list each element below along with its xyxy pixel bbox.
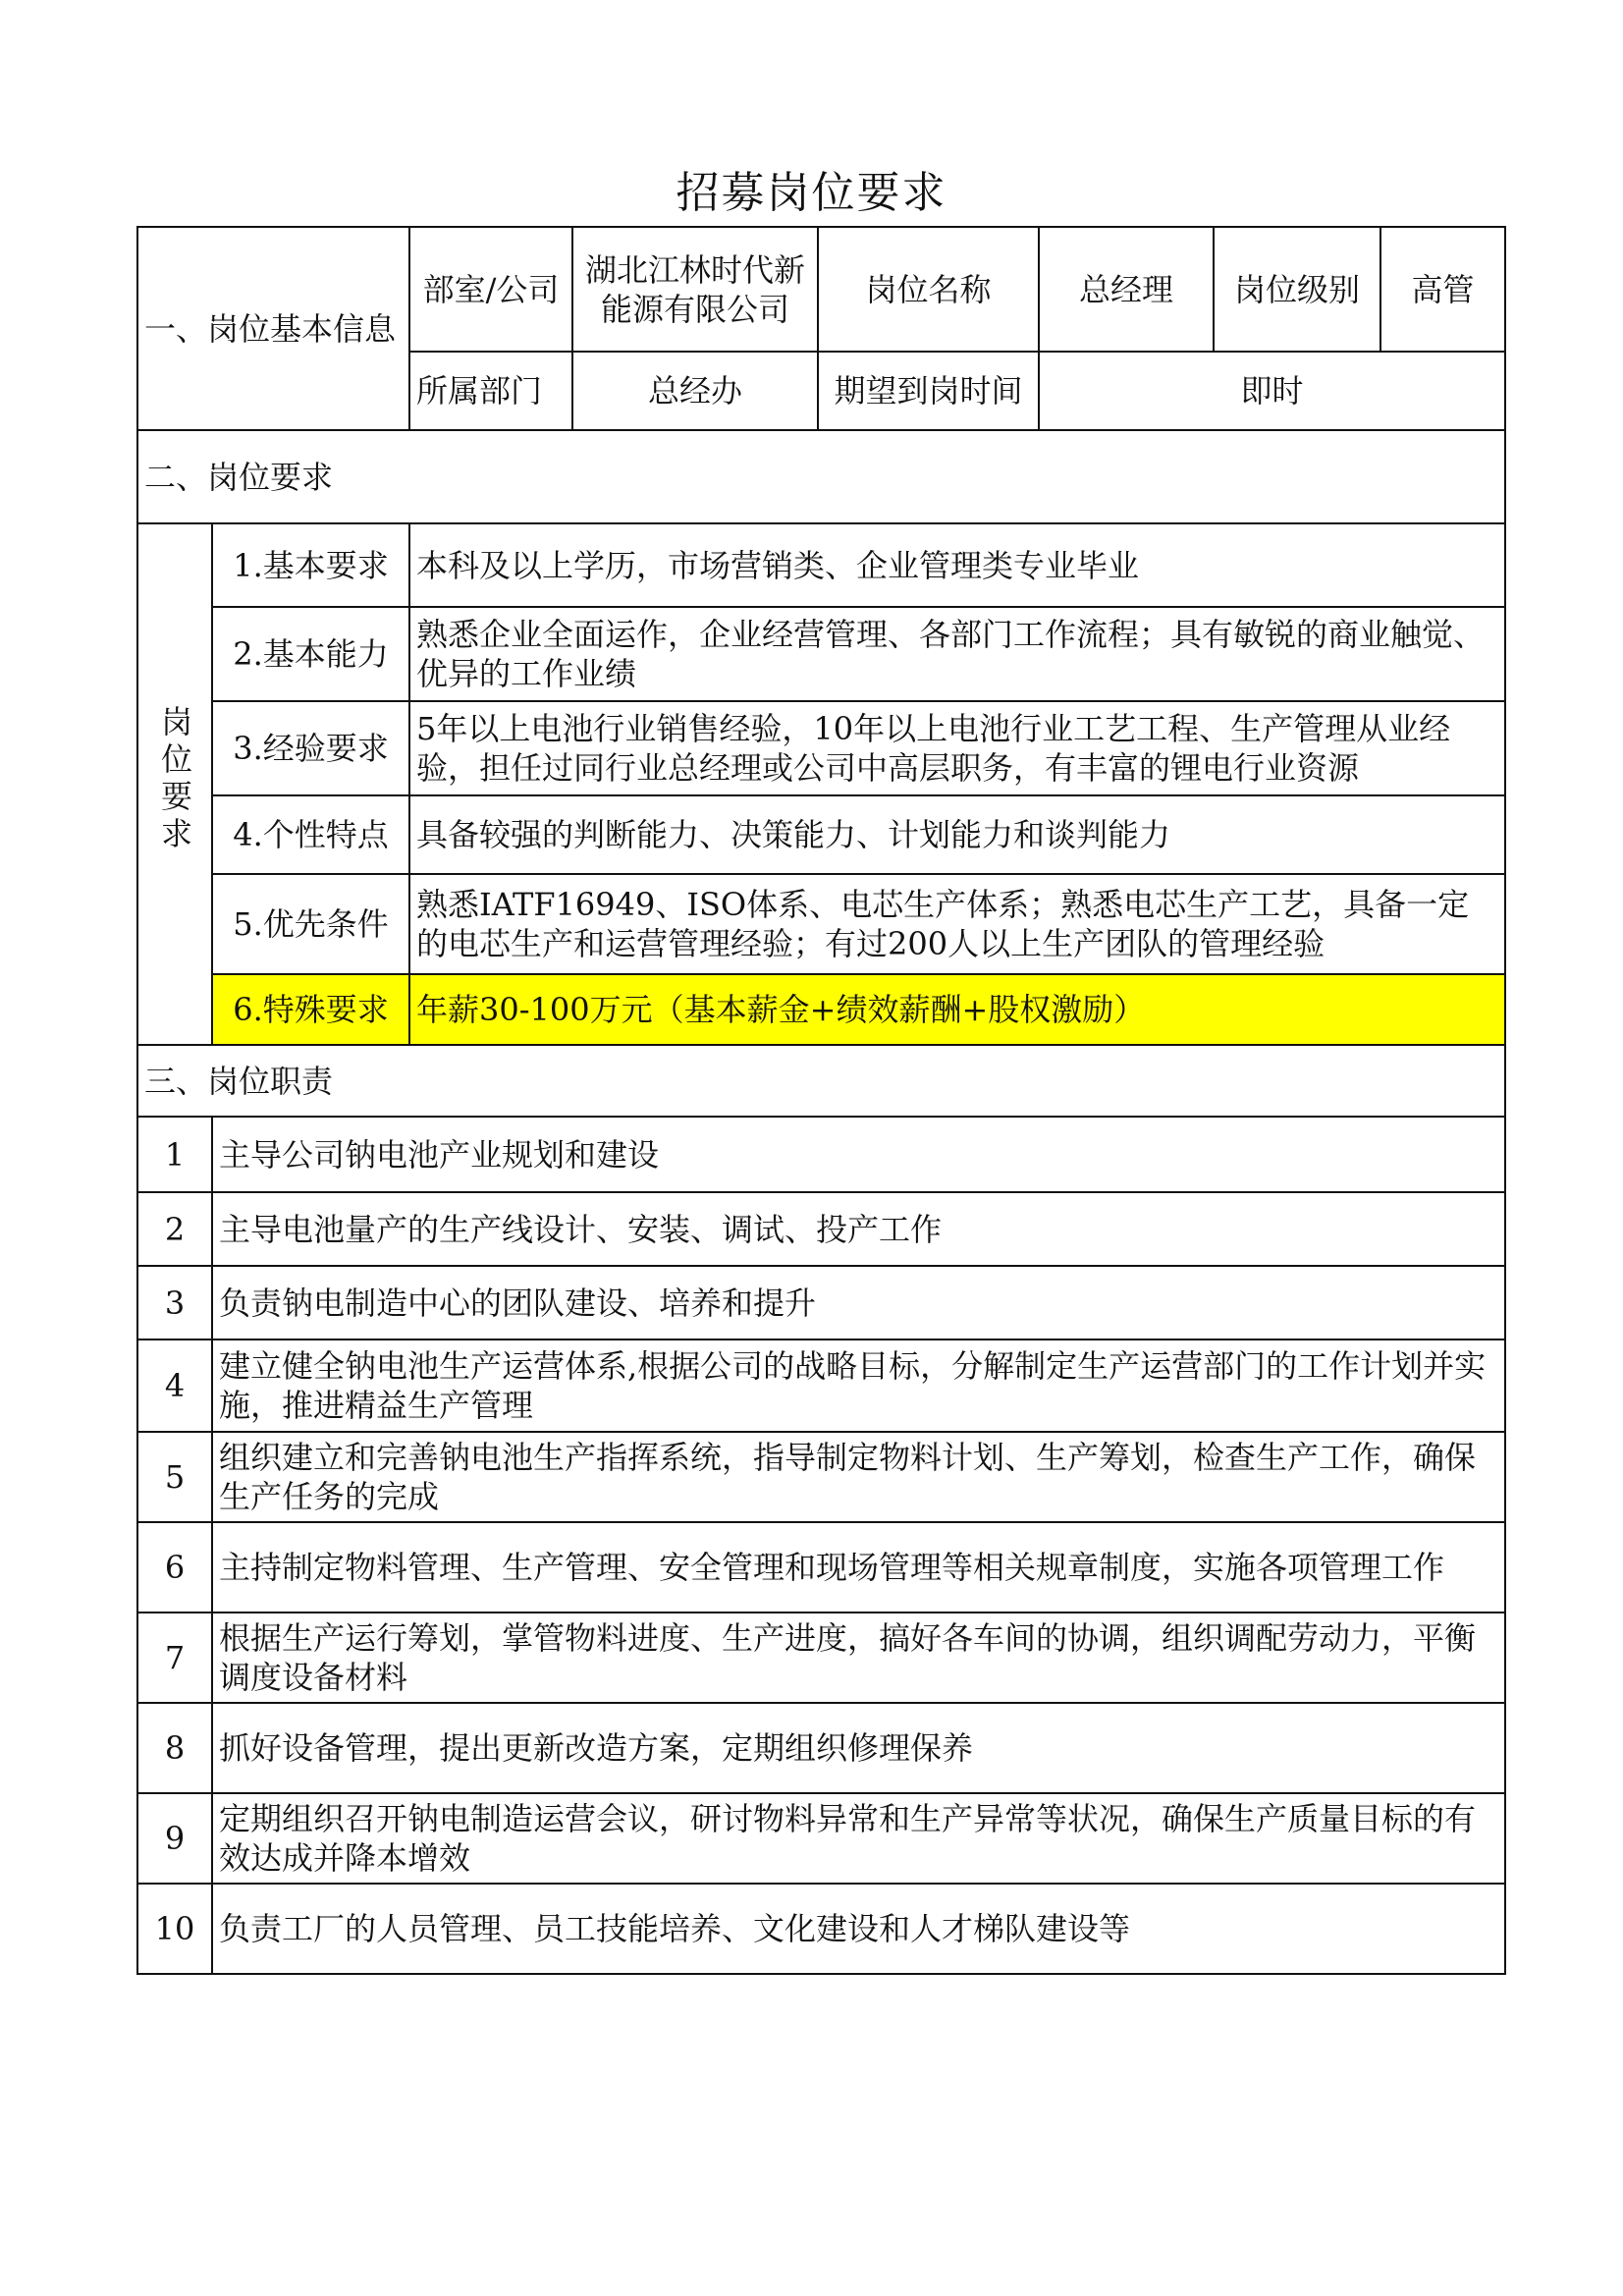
- duty-text: 组织建立和完善钠电池生产指挥系统，指导制定物料计划、生产筹划，检查生产工作，确保生产任务的完成: [212, 1432, 1505, 1522]
- subdept-value: 总经办: [572, 352, 818, 430]
- requirement-label: 1.基本要求: [212, 523, 409, 607]
- duty-text: 定期组织召开钠电制造运营会议，研讨物料异常和生产异常等状况，确保生产质量目标的有效达成并降本增效: [212, 1793, 1505, 1884]
- requirements-section-row: [137, 430, 1505, 523]
- duty-row: [137, 1793, 1505, 1884]
- basic-info-section-label: 一、岗位基本信息: [137, 227, 409, 430]
- duty-text: 主持制定物料管理、生产管理、安全管理和现场管理等相关规章制度，实施各项管理工作: [212, 1522, 1505, 1613]
- arrival-label: 期望到岗时间: [818, 352, 1039, 430]
- duty-text: 主导公司钠电池产业规划和建设: [212, 1117, 1505, 1192]
- level-value: 高管: [1380, 227, 1505, 352]
- requirement-row: [137, 701, 1505, 795]
- duty-text: 抓好设备管理，提出更新改造方案，定期组织修理保养: [212, 1703, 1505, 1793]
- duty-row: [137, 1522, 1505, 1613]
- duty-number: 10: [137, 1884, 212, 1974]
- duty-row: [137, 1884, 1505, 1974]
- duty-number: 5: [137, 1432, 212, 1522]
- requirement-label: 5.优先条件: [212, 874, 409, 974]
- duty-row: [137, 1432, 1505, 1522]
- subdept-label: 所属部门: [409, 352, 572, 430]
- duty-number: 2: [137, 1192, 212, 1266]
- duty-number: 3: [137, 1266, 212, 1339]
- duty-number: 6: [137, 1522, 212, 1613]
- duty-row: [137, 1613, 1505, 1703]
- requirement-row: [137, 607, 1505, 701]
- dept-label: 部室/公司: [409, 227, 572, 352]
- recruitment-table: [136, 226, 1506, 1975]
- duty-number: 4: [137, 1339, 212, 1432]
- duty-number: 1: [137, 1117, 212, 1192]
- requirement-row: [137, 874, 1505, 974]
- requirement-label: 6.特殊要求: [212, 974, 409, 1045]
- duty-text: 负责钠电制造中心的团队建设、培养和提升: [212, 1266, 1505, 1339]
- duty-row: [137, 1192, 1505, 1266]
- duty-row: [137, 1266, 1505, 1339]
- requirement-text: 5年以上电池行业销售经验，10年以上电池行业工艺工程、生产管理从业经验，担任过同行业总经理或公司中高层职务，有丰富的锂电行业资源: [409, 701, 1505, 795]
- position-label: 岗位名称: [818, 227, 1039, 352]
- requirement-text: 熟悉IATF16949、ISO体系、电芯生产体系；熟悉电芯生产工艺，具备一定的电芯生产和运营管理经验；有过200人以上生产团队的管理经验: [409, 874, 1505, 974]
- requirement-text: 年薪30-100万元（基本薪金+绩效薪酬+股权激励）: [409, 974, 1505, 1045]
- duty-row: [137, 1339, 1505, 1432]
- requirement-label: 2.基本能力: [212, 607, 409, 701]
- duty-text: 根据生产运行筹划，掌管物料进度、生产进度，搞好各车间的协调，组织调配劳动力，平衡调度设备材料: [212, 1613, 1505, 1703]
- level-label: 岗位级别: [1214, 227, 1380, 352]
- page-title: 招募岗位要求: [676, 168, 947, 218]
- requirement-text: 熟悉企业全面运作，企业经营管理、各部门工作流程；具有敏锐的商业触觉、优异的工作业绩: [409, 607, 1505, 701]
- requirement-label: 3.经验要求: [212, 701, 409, 795]
- requirements-side-label-cell: [137, 523, 212, 1045]
- duty-text: 建立健全钠电池生产运营体系,根据公司的战略目标，分解制定生产运营部门的工作计划并实施，推进精益生产管理: [212, 1339, 1505, 1432]
- requirement-row: [137, 523, 1505, 607]
- duty-number: 8: [137, 1703, 212, 1793]
- dept-value: 湖北江林时代新能源有限公司: [572, 227, 818, 352]
- requirement-row: [137, 795, 1505, 874]
- requirement-label: 4.个性特点: [212, 795, 409, 874]
- requirement-text: 具备较强的判断能力、决策能力、计划能力和谈判能力: [409, 795, 1505, 874]
- duty-number: 9: [137, 1793, 212, 1884]
- duty-text: 主导电池量产的生产线设计、安装、调试、投产工作: [212, 1192, 1505, 1266]
- requirements-section-label: 二、岗位要求: [137, 430, 1505, 523]
- duty-text: 负责工厂的人员管理、员工技能培养、文化建设和人才梯队建设等: [212, 1884, 1505, 1974]
- requirements-side-label: 岗位要求: [156, 705, 193, 854]
- duty-row: [137, 1703, 1505, 1793]
- arrival-value: 即时: [1039, 352, 1505, 430]
- position-value: 总经理: [1039, 227, 1214, 352]
- duty-number: 7: [137, 1613, 212, 1703]
- basic-info-row-1: [137, 227, 1505, 352]
- duties-section-label: 三、岗位职责: [137, 1045, 1505, 1117]
- duty-row: [137, 1117, 1505, 1192]
- requirement-text: 本科及以上学历，市场营销类、企业管理类专业毕业: [409, 523, 1505, 607]
- requirement-row-special: [137, 974, 1505, 1045]
- duties-section-row: [137, 1045, 1505, 1117]
